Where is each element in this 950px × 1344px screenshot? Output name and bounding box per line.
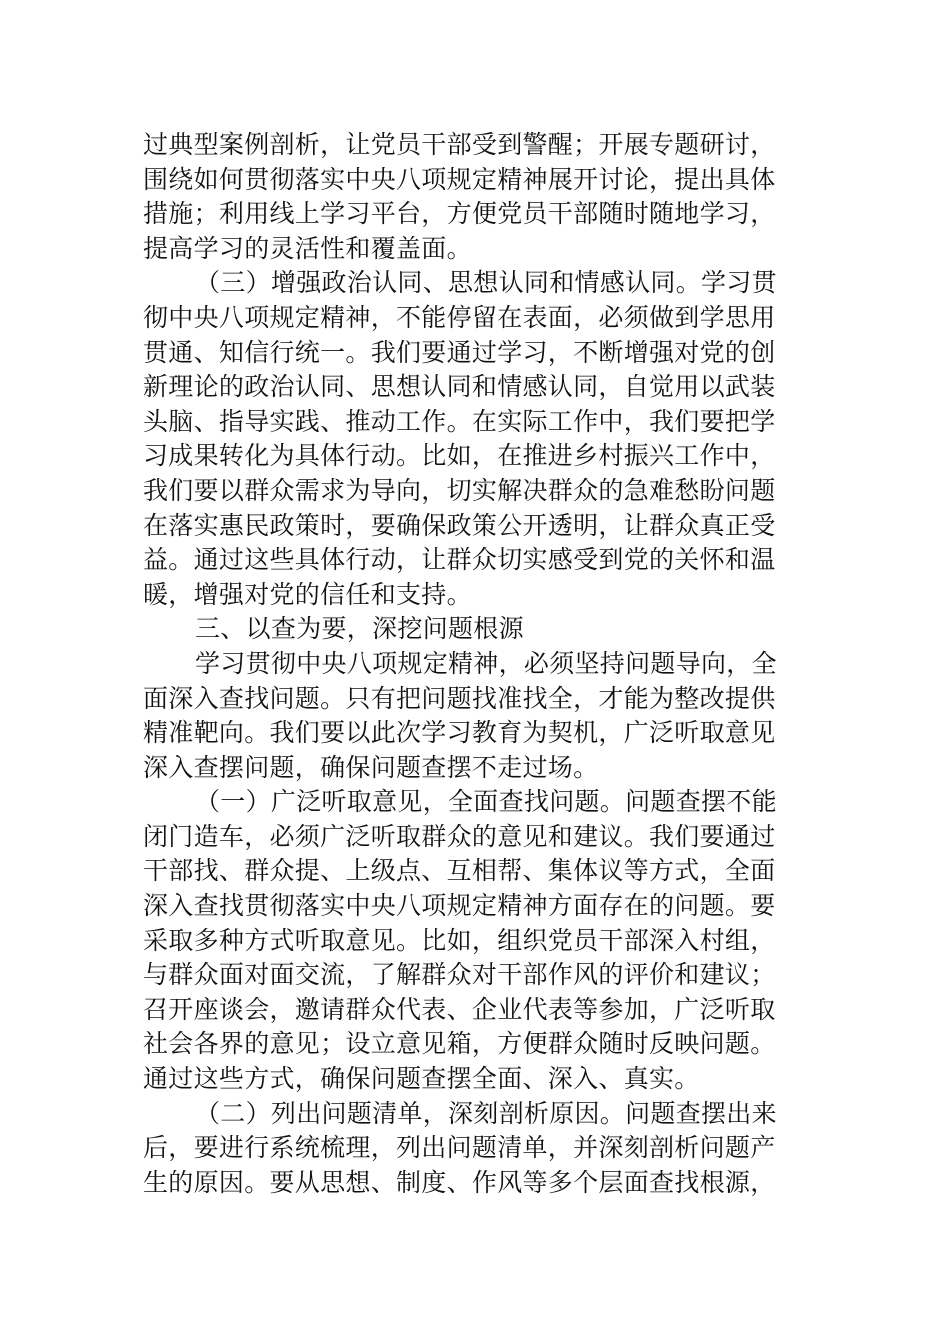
text-line: 我们要以群众需求为导向，切实解决群众的急难愁盼问题 [143,475,776,505]
text-line: （一）广泛听取意见，全面查找问题。问题查摆不能 [195,787,777,817]
text-line: 召开座谈会，邀请群众代表、企业代表等参加，广泛听取 [143,994,776,1024]
text-line: 面深入查找问题。只有把问题找准找全，才能为整改提供 [143,683,776,713]
text-line: 与群众面对面交流，了解群众对干部作风的评价和建议； [143,960,776,990]
text-line: 益。通过这些具体行动，让群众切实感受到党的关怀和温 [143,545,776,575]
text-line: 后，要进行系统梳理，列出问题清单，并深刻剖析问题产 [143,1133,776,1163]
text-line: 暖，增强对党的信任和支持。 [143,579,472,609]
text-line: 精准靶向。我们要以此次学习教育为契机，广泛听取意见 [143,718,776,748]
text-line: 提高学习的灵活性和覆盖面。 [143,233,472,263]
text-line: 过典型案例剖析，让党员干部受到警醒；开展专题研讨， [143,130,776,159]
text-line: 措施；利用线上学习平台，方便党员干部随时随地学习， [143,199,776,229]
text-line: （三）增强政治认同、思想认同和情感认同。学习贯 [195,268,777,298]
document-body [143,128,809,1200]
text-line: 新理论的政治认同、思想认同和情感认同，自觉用以武装 [143,372,776,402]
text-line: 学习贯彻中央八项规定精神，必须坚持问题导向，全 [195,648,777,678]
text-line: （二）列出问题清单，深刻剖析原因。问题查摆出来 [195,1098,777,1128]
text-line: 生的原因。要从思想、制度、作风等多个层面查找根源， [143,1167,776,1197]
text-line: 头脑、指导实践、推动工作。在实际工作中，我们要把学 [143,406,776,436]
text-line: 在落实惠民政策时，要确保政策公开透明，让群众真正受 [143,510,776,540]
text-line: 闭门造车，必须广泛听取群众的意见和建议。我们要通过 [143,821,776,851]
text-line: 干部找、群众提、上级点、互相帮、集体议等方式，全面 [143,856,776,886]
text-line: 采取多种方式听取意见。比如，组织党员干部深入村组， [143,925,776,955]
text-line: 社会各界的意见；设立意见箱，方便群众随时反映问题。 [143,1029,776,1059]
text-line: 深入查摆问题，确保问题查摆不走过场。 [143,752,599,782]
text-line: 通过这些方式，确保问题查摆全面、深入、真实。 [143,1064,700,1094]
text-line: 深入查找贯彻落实中央八项规定精神方面存在的问题。要 [143,891,776,921]
text-line: 贯通、知信行统一。我们要通过学习，不断增强对党的创 [143,337,776,367]
text-line: 三、以查为要，深挖问题根源 [195,614,524,644]
text-line: 习成果转化为具体行动。比如，在推进乡村振兴工作中， [143,441,776,471]
text-line: 彻中央八项规定精神，不能停留在表面，必须做到学思用 [143,302,776,332]
text-line: 围绕如何贯彻落实中央八项规定精神展开讨论，提出具体 [143,164,776,194]
